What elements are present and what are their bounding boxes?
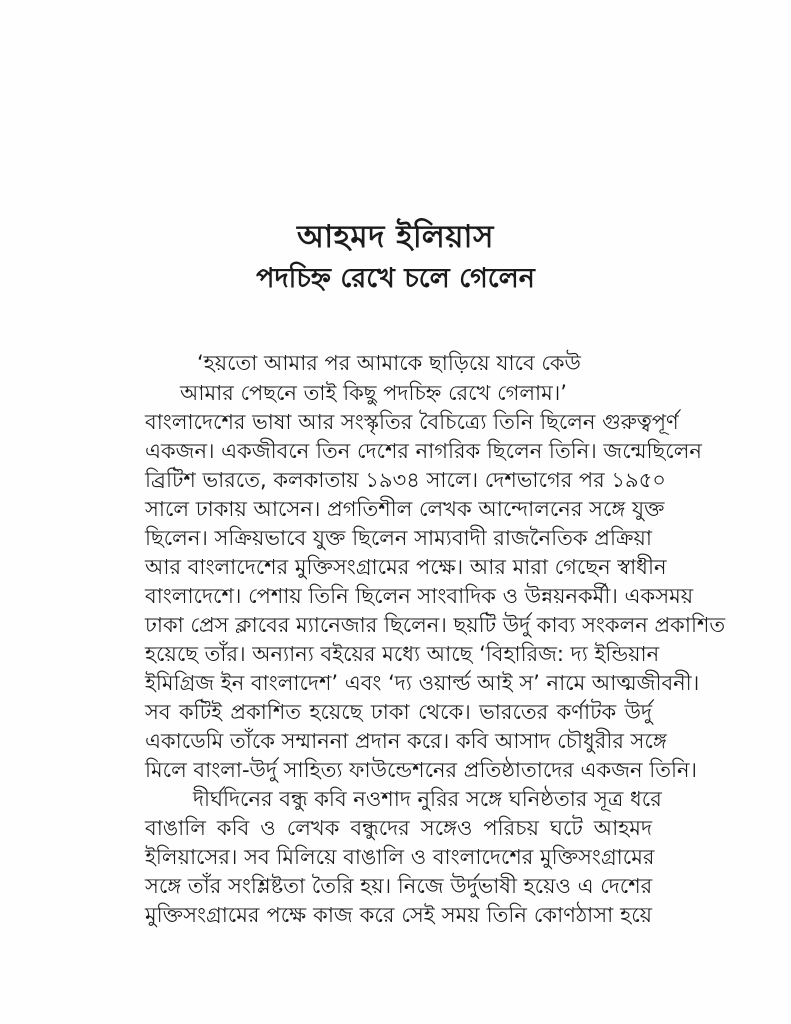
text-line: বাংলাদেশের ভাষা আর সংস্কৃতির বৈচিত্র্যে তিনি ছিলেন গুরুত্বপূর্ণ bbox=[145, 410, 679, 434]
text-line: ইমিগ্রিজ ইন বাংলাদেশ’ এবং ‘দ্য ওয়ার্ল্ড আই স’ নামে আত্মজীবনী। bbox=[145, 671, 700, 695]
epigraph bbox=[180, 348, 640, 408]
text-line: ছিলেন। সক্রিয়ভাবে যুক্ত ছিলেন সাম্যবাদী রাজনৈতিক প্রক্রিয়া bbox=[145, 526, 652, 550]
text-line: বাংলাদেশে। পেশায় তিনি ছিলেন সাংবাদিক ও উন্নয়নকর্মী। একসময় bbox=[145, 584, 694, 608]
epigraph-line-2: আমার পেছনে তাই কিছু পদচিহ্ন রেখে গেলাম।’ bbox=[180, 381, 567, 405]
text-line: মিলে বাংলা-উর্দু সাহিত্য ফাউন্ডেশনের প্রতিষ্ঠাতাদের একজন তিনি। bbox=[145, 758, 698, 782]
text-line: একাডেমি তাঁকে সম্মাননা প্রদান করে। কবি আসাদ চৌধুরীর সঙ্গে bbox=[145, 729, 667, 753]
text-line: সব কটিই প্রকাশিত হয়েছে ঢাকা থেকে। ভারতের কর্ণাটক উর্দু bbox=[145, 700, 652, 724]
text-line: ইলিয়াসের। সব মিলিয়ে বাঙালি ও বাংলাদেশের মুক্তিসংগ্রামের bbox=[145, 845, 655, 869]
text-line: সালে ঢাকায় আসেন। প্রগতিশীল লেখক আন্দোলনের সঙ্গে যুক্ত bbox=[145, 497, 665, 521]
text-line: আর বাংলাদেশের মুক্তিসংগ্রামের পক্ষে। আর মারা গেছেন স্বাধীন bbox=[145, 555, 667, 579]
text-line: মুক্তিসংগ্রামের পক্ষে কাজ করে সেই সময় তিনি কোণঠাসা হয়ে bbox=[145, 903, 652, 927]
text-line: একজন। একজীবনে তিন দেশের নাগরিক ছিলেন তিনি। জন্মেছিলেন bbox=[145, 439, 702, 463]
epigraph-line-1: ‘হয়তো আমার পর আমাকে ছাড়িয়ে যাবে কেউ bbox=[197, 351, 581, 375]
page-subtitle: পদচিহ্ন রেখে চলে গেলেন bbox=[256, 263, 535, 294]
text-line: ব্রিটিশ ভারতে, কলকাতায় ১৯৩৪ সালে। দেশভাগের পর ১৯৫০ bbox=[145, 468, 666, 492]
text-line: দীর্ঘদিনের বন্ধু কবি নওশাদ নুরির সঙ্গে ঘনিষ্ঠতার সূত্র ধরে bbox=[193, 787, 662, 811]
text-line: সঙ্গে তাঁর সংশ্লিষ্টতা তৈরি হয়। নিজে উর্দুভাষী হয়েও এ দেশের bbox=[145, 874, 653, 898]
text-line: বাঙালি কবি ও লেখক বন্ধুদের সঙ্গেও পরিচয় ঘটে আহমদ bbox=[145, 816, 652, 840]
text-line: ঢাকা প্রেস ক্লাবের ম্যানেজার ছিলেন। ছয়টি উর্দু কাব্য সংকলন প্রকাশিত bbox=[145, 613, 726, 637]
page-title: আহমদ ইলিয়াস bbox=[296, 219, 495, 255]
text-line: হয়েছে তাঁর। অন্যান্য বইয়ের মধ্যে আছে ‘বিহারিজ: দ্য ইন্ডিয়ান bbox=[145, 642, 660, 666]
body-text bbox=[145, 408, 726, 930]
